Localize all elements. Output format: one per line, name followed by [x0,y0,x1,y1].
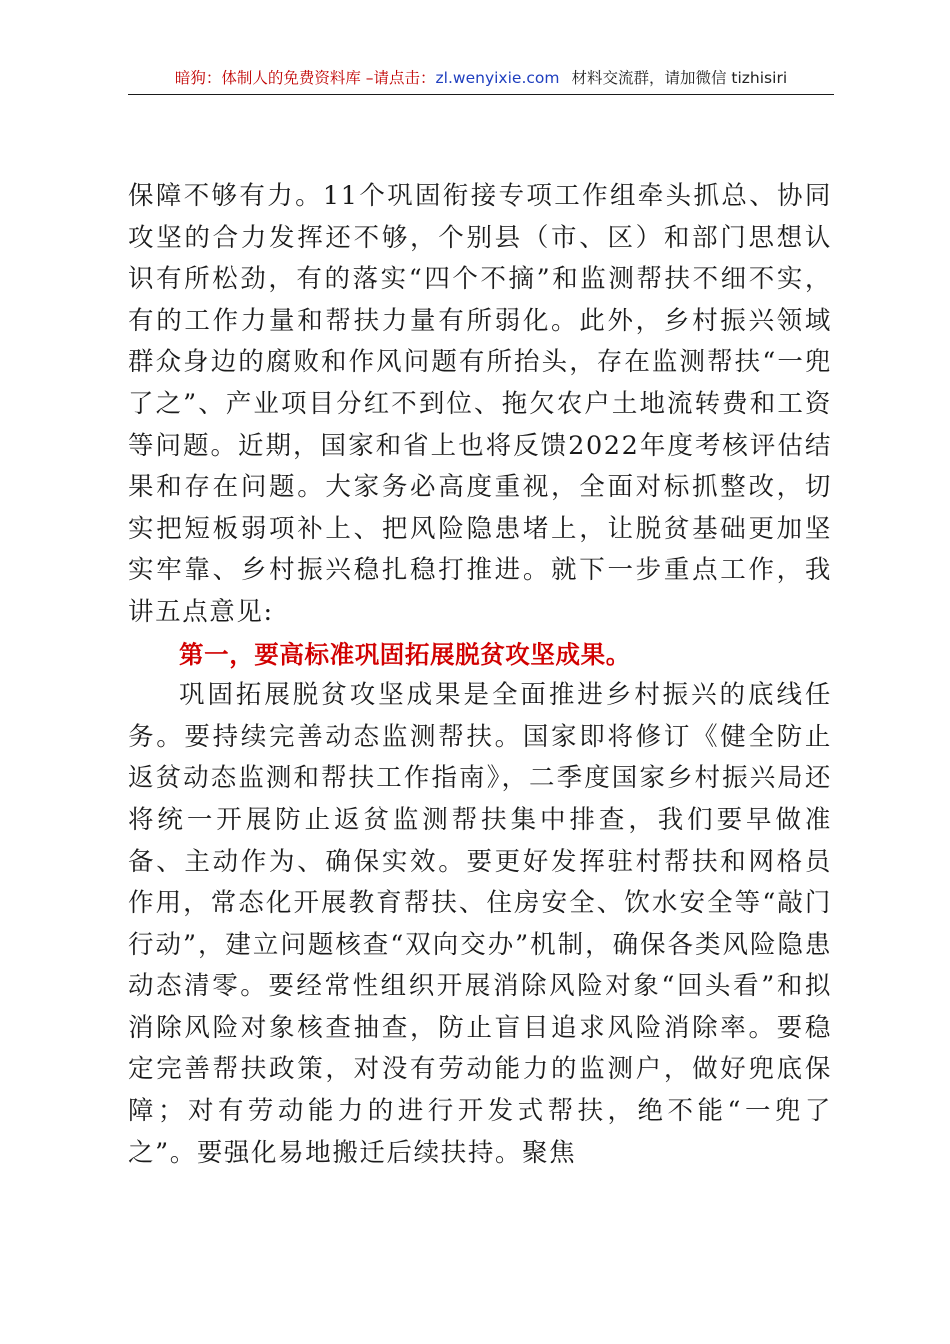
header-right-text: 材料交流群，请加微信 tizhisiri [571,69,788,87]
paragraph: 巩固拓展脱贫攻坚成果是全面推进乡村振兴的底线任务。要持续完善动态监测帮扶。国家即将修订《健全防止返贫动态监测和帮扶工作指南》，二季度国家乡村振兴局还将统一开展防止返贫监测帮扶集中排查，我们要早做准备、主动作为、确保实效。要更好发挥驻村帮扶和网格员作用，常态化开展教育帮扶、住房安全、饮水安全等“敲门行动”，建立问题核查“双向交办”机制，确保各类风险隐患动态清零。要经常性组织开展消除风险对象“回头看”和拟消除风险对象核查抽查，防止盲目追求风险消除率。要稳定完善帮扶政策，对没有劳动能力的监测户，做好兜底保障；对有劳动能力的进行开发式帮扶，绝不能“一兜了之”。要强化易地搬迁后续扶持。聚焦 [128,680,832,1168]
paragraph-continued: 保障不够有力。11个巩固衔接专项工作组牵头抓总、协同攻坚的合力发挥还不够，个别县（市、区）和部门思想认识有所松劲，有的落实“四个不摘”和监测帮扶不细不实，有的工作力量和帮扶力量有所弱化。此外，乡村振兴领域群众身边的腐败和作风问题有所抬头，存在监测帮扶“一兜了之”、产业项目分红不到位、拖欠农户土地流转费和工资等问题。近期，国家和省上也将反馈2022年度考核评估结果和存在问题。大家务必高度重视，全面对标抓整改，切实把短板弱项补上、把风险隐患堵上，让脱贫基础更加坚实牢靠、乡村振兴稳扎稳打推进。就下一步重点工作，我讲五点意见: [128,181,832,627]
page-header [128,64,834,95]
header-website-link[interactable]: zl.wenyixie.com [435,69,560,87]
document-body [128,176,832,1174]
section-heading: 第一，要高标准巩固拓展脱贫攻坚成果。 [179,639,631,669]
header-left-text: 暗狗：体制人的免费资料库 –请点击： [174,69,436,87]
